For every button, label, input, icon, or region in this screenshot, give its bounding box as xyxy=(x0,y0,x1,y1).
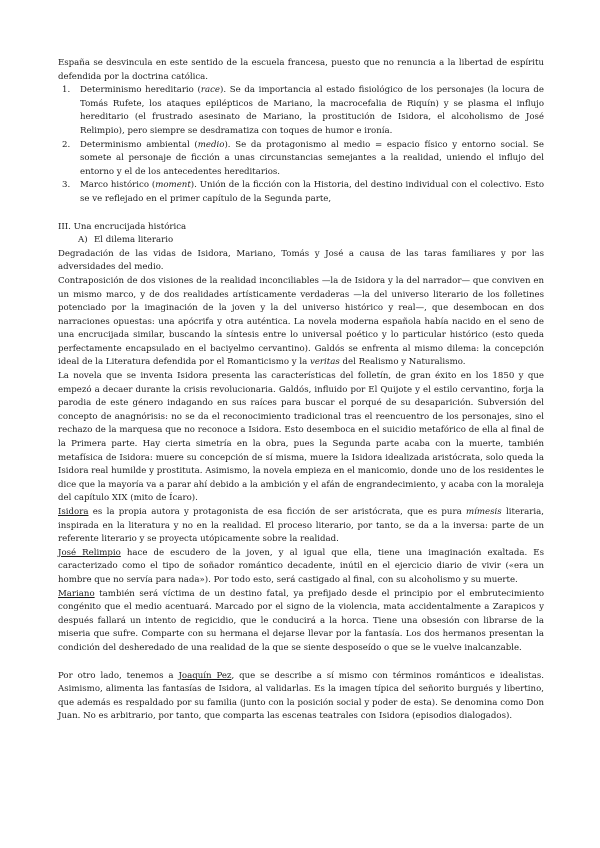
intro-paragraph: España se desvincula en este sentido de la escuela francesa, puesto que no renuncia a la libertad de espíritu defendida por la doctrina católica. xyxy=(58,58,544,82)
paragraph-mariano: Mariano también será víctima de un destino fatal, ya prefijado desde el principio por el embrutecimiento congénito que el medio acentuará. Marcado por el signo de la violencia, mata accidentalmente a Zarapicos y después fallará un intento de regicidio, que le conducirá a la horca. Tiene una obsesión con librarse de la miseria que sufre. Comparte con su hermana el dejarse llevar por la fantasía. Los dos hermanos presentan la condición del desheredado de una realidad de la que se siente desposeído o que se le vuelve inalcanzable. xyxy=(58,588,544,653)
character-name: Isidora xyxy=(58,507,89,517)
paragraph-degradacion: Degradación de las vidas de Isidora, Mariano, Tomás y José a causa de las taras familiares y por las adversidades del medio. xyxy=(58,248,544,273)
document-page xyxy=(58,57,544,724)
determinism-list xyxy=(58,84,544,206)
paragraph-pez: Por otro lado, tenemos a Joaquín Pez, que se describe a sí mismo con términos románticos e idealistas. Asimismo, alimenta las fantasías de Isidora, al validarlas. Es la imagen típica del señorito burgués y libertino, que además es respaldado por su familia (junto con la posición social y poder de esta). Se denomina como Don Juan. No es arbitrario, por tanto, que comparta las escenas teatrales con Isidora (episodios dialogados). xyxy=(58,670,544,722)
character-name: Mariano xyxy=(58,588,95,599)
paragraph-jose: José Relimpio hace de escudero de la joven, y al igual que ella, tiene una imaginación exaltada. Es caracterizado como el tipo de soñador romántico decadente, inútil en el ejercicio diario de vivir («era un hombre que no servía para nada»). Por todo esto, será castigado al final, con su alcoholismo y su muerte. xyxy=(58,547,544,585)
character-name: Joaquín Pez xyxy=(178,670,232,681)
paragraph-folletin: La novela que se inventa Isidora presenta las características del folletín, de gran éxito en los 1850 y que empezó a decaer durante la crisis revolucionaria. Galdós, influido por El Quijote y el estilo cervantino, forja la parodia de este género indagando en sus raíces para buscar el porqué de su desaparición. Subversión del concepto de anagnórisis: no se da el reconocimiento tradicional tras el reencuentro de los personajes, sino el rechazo de la marquesa que no reconoce a Isidora. Esto desemboca en el suicidio metafórico de ella al final de la Primera parte. Hay cierta simetría en la obra, pues la Segunda parte acaba con la muerte, también metafísica de Isidora: muere su concepción de sí misma, muere la Isidora idealizada aristócrata, solo queda la Isidora real humilde y prostituta. Asimismo, la novela empieza en el manicomio, donde uno de los residentes le dice que la mayoría va a parar ahí debido a la ambición y el afán de engrandecimiento, y acaba con la moraleja del capítulo XIX (mito de Ícaro). xyxy=(58,371,544,504)
paragraph-isidora: Isidora es la propia autora y protagonista de esa ficción de ser aristócrata, que es pura mímesis literaria, inspirada en la literatura y no en la realidad. El proceso literario, por tanto, se da a la inversa: parte de un referente literario y se proyecta utópicamente sobre la realidad. xyxy=(58,507,544,545)
list-item: 3. Marco histórico (moment). Unión de la ficción con la Historia, del destino individual con el colectivo. Esto se ve reflejado en el primer capítulo de la Segunda parte, xyxy=(62,180,545,204)
section-heading: III. Una encrucijada histórica xyxy=(58,221,187,232)
paragraph-gap xyxy=(58,656,544,670)
paragraph-contraposicion: Contraposición de dos visiones de la realidad inconciliables —la de Isidora y la del narrador— que conviven en un mismo marco, y de dos realidades artísticamente verdaderas —la del universo literario de los folletines potenciado por la imaginación de la joven y la del universo histórico y real—, que desembocan en dos narraciones opuestas: una apócrifa y otra auténtica. La novela moderna española había nacido en el seno de una encrucijada similar, buscando la síntesis entre lo universal poético y lo particular histórico (esto queda perfectamente encapsulado en el baciyelmo cervantino). Galdós se enfrenta al mismo dilema: la concepción ideal de la Literatura defendida por el Romanticismo y la veritas del Realismo y Naturalismo. xyxy=(58,275,544,368)
character-name: José Relimpio xyxy=(58,547,121,558)
subsection-heading: A) El dilema literario xyxy=(78,235,174,246)
list-item: 2. Determinismo ambiental (medio). Se da protagonismo al medio = espacio físico y entorno social. Se somete al personaje de ficción a unas circunstancias semejantes a la realidad, uniendo el influjo del entorno y el de los antecedentes hereditarios. xyxy=(62,139,544,177)
list-item: 1. Determinismo hereditario (race). Se da importancia al estado fisiológico de los personajes (la locura de Tomás Rufete, los ataques epilépticos de Mariano, la macrocefalia de Riquín) y se plasma el influjo hereditario (el frustrado asesinato de Mariano, la prostitución de Isidora, el alcoholismo de José Relimpio), pero siempre se desdramatiza con toques de humor e ironía. xyxy=(62,85,544,136)
